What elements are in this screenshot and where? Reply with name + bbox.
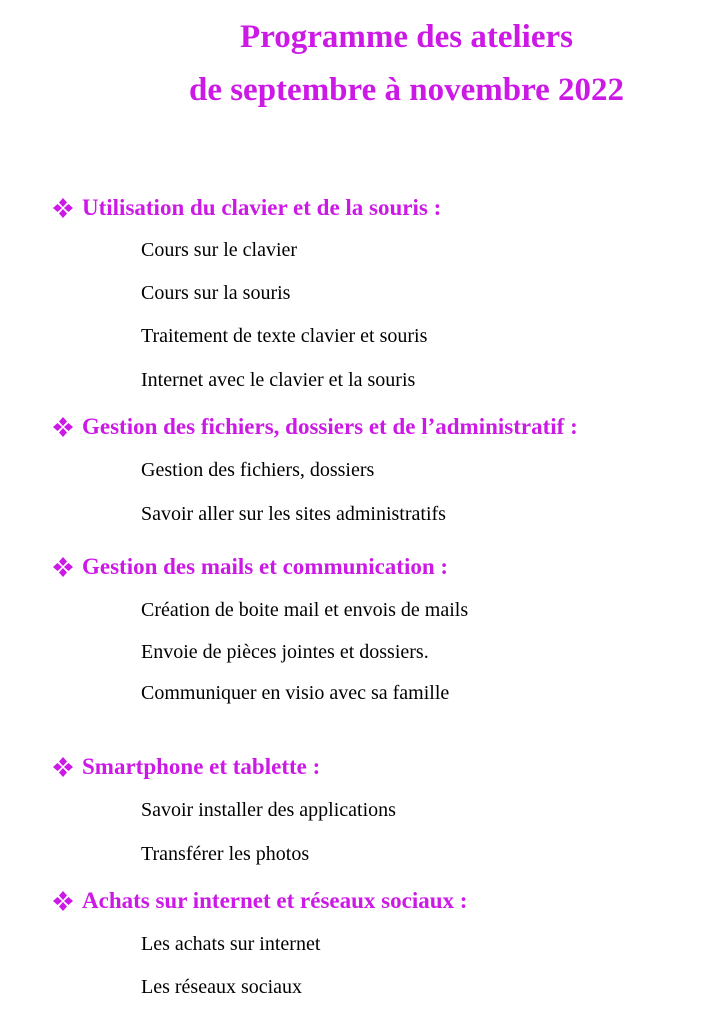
four-diamond-bullet-icon	[52, 556, 74, 578]
list-item: Création de boite mail et envois de mails	[141, 599, 469, 621]
four-diamond-bullet-icon	[52, 890, 74, 912]
list-item: Les achats sur internet	[141, 933, 321, 955]
section-heading-text: Gestion des mails et communication :	[82, 554, 449, 579]
list-item: Savoir aller sur les sites administratifs	[141, 503, 446, 525]
page-title-line-1: Programme des ateliers	[240, 19, 573, 55]
section-heading-text: Smartphone et tablette :	[82, 754, 321, 779]
four-diamond-bullet-icon	[52, 197, 74, 219]
list-item: Cours sur la souris	[141, 282, 291, 304]
four-diamond-bullet-icon	[52, 416, 74, 438]
section-heading-text: Gestion des fichiers, dossiers et de l’administratif :	[82, 414, 578, 439]
list-item: Gestion des fichiers, dossiers	[141, 459, 375, 481]
section-heading-text: Achats sur internet et réseaux sociaux :	[82, 888, 468, 913]
list-item: Savoir installer des applications	[141, 799, 396, 821]
section-heading-achats-reseaux	[52, 889, 467, 912]
section-heading-fichiers-administratif	[52, 415, 578, 438]
list-item: Traitement de texte clavier et souris	[141, 325, 428, 347]
section-heading-smartphone-tablette	[52, 755, 320, 778]
list-item: Envoie de pièces jointes et dossiers.	[141, 641, 429, 663]
four-diamond-bullet-icon	[52, 756, 74, 778]
section-heading-text: Utilisation du clavier et de la souris :	[82, 195, 442, 220]
list-item: Communiquer en visio avec sa famille	[141, 682, 450, 704]
list-item: Transférer les photos	[141, 843, 310, 865]
list-item: Internet avec le clavier et la souris	[141, 369, 416, 391]
section-heading-clavier-souris	[52, 196, 441, 219]
list-item: Les réseaux sociaux	[141, 976, 303, 998]
page-title-line-2: de septembre à novembre 2022	[188, 72, 625, 108]
list-item: Cours sur le clavier	[141, 239, 298, 261]
section-heading-mails-communication	[52, 555, 448, 578]
